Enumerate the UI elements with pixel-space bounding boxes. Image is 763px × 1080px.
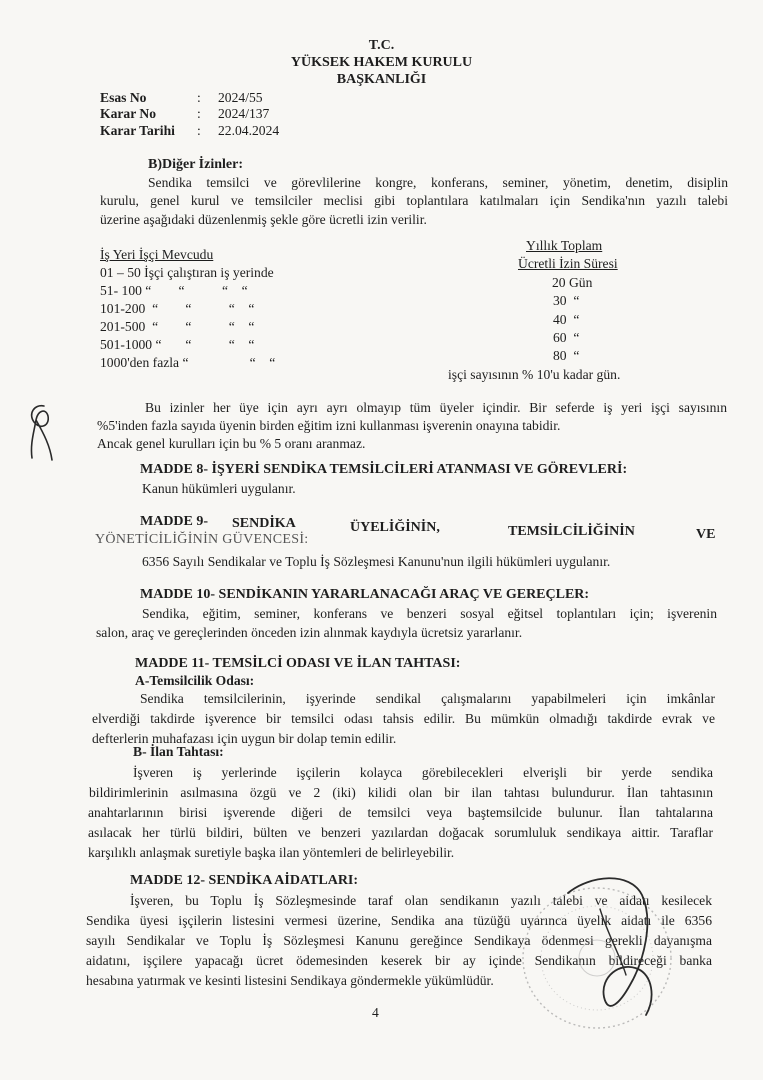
madde-11-a-line-3: defterlerin muhafazası için uygun bir dolap temin edilir. (92, 731, 397, 746)
madde-9-title-e: VE (696, 527, 716, 542)
leave-row-left: 51- 100 “ “ “ “ (100, 283, 248, 298)
leave-row-right: 60 “ (553, 330, 580, 345)
note-line-1: Bu izinler her üye için ayrı ayrı olmayıp tüm üyeler içindir. Bir seferde iş yeri işçi sayısının (145, 400, 727, 415)
madde-8-body: Kanun hükümleri uygulanır. (142, 481, 296, 496)
madde-12-line-2: Sendika üyesi işçilerin listesini vermesi üzerine, Sendika ana tüzüğü uyarınca üyelik aidatı ile 6356 (86, 913, 712, 928)
karar-label: Karar No (100, 106, 157, 121)
leave-row-left: 01 – 50 İşçi çalıştıran iş yerinde (100, 265, 274, 280)
leave-row-left: 1000'den fazla “ “ “ (100, 355, 276, 370)
header-court-name: YÜKSEK HAKEM KURULU (290, 55, 473, 70)
madde-12-line-3: sayılı Sendikalar ve Toplu İş Sözleşmesi Kanunu gereğince Sendikaya ödenmesi gerekli dayanışma (86, 933, 712, 948)
leave-row-left: 201-500 “ “ “ “ (100, 319, 255, 334)
note-line-2: %5'inden fazla sayıda üyenin birden eğitim izni kullanması işverenin onayına tabidir. (97, 418, 561, 433)
leave-row-left: 101-200 “ “ “ “ (100, 301, 255, 316)
madde-10-line-2: salon, araç ve gereçlerinden önceden izin alınmak kaydıyla ücretsiz yararlanır. (96, 625, 523, 640)
madde-9-title-b: SENDİKA (232, 516, 296, 531)
madde-11-b-line-1: İşveren iş yerlerinde işçilerin kolayca görebilecekleri elverişli bir yerde sendika (133, 765, 713, 780)
madde-11-a-line-2: elverdiği takdirde işverence bir temsilci odası tahsis edilir. Bu mümkün olmadığı takdirde evrak ve (92, 711, 715, 726)
madde-8-title: MADDE 8- İŞYERİ SENDİKA TEMSİLCİLERİ ATANMASI VE GÖREVLERİ: (140, 462, 628, 477)
leave-row-right: 30 “ (553, 293, 580, 308)
madde-11-b-line-2: bildirimlerinin asılmasına özgü ve 2 (iki) kilidi olan bir ilan tahtası bulundurur. İlan tahtasının (89, 785, 713, 800)
karar-value: 2024/137 (218, 106, 270, 121)
leave-row-right: 80 “ (553, 348, 580, 363)
leave-row-right: 40 “ (553, 312, 580, 327)
section-b-line-2: kurulu, genel kurul ve temsilciler meclisi gibi toplantılara katılmaları için Sendika'nın yazılı talebi (100, 193, 728, 208)
madde-11-sub-a: A-Temsilcilik Odası: (135, 673, 255, 688)
section-b-line-1: Sendika temsilci ve görevlilerine kongre, konferans, seminer, yönetim, denetim, disiplin (148, 175, 728, 190)
madde-9-title-c: ÜYELİĞİNİN, (350, 520, 440, 535)
header-tc: T.C. (368, 38, 395, 53)
madde-11-b-line-3: anahtarlarının birisi işverende diğeri de temsilci veya baştemsilcide bulunur. İlan tahtalarına (88, 805, 713, 820)
handwritten-margin-mark (22, 400, 62, 466)
page-number: 4 (372, 1005, 379, 1020)
section-b-title: B)Diğer İzinler: (148, 157, 243, 172)
madde-12-line-1: İşveren, bu Toplu İş Sözleşmesinde taraf olan sendikanın yazılı talebi ve aidatı kesilecek (130, 893, 712, 908)
note-line-3: Ancak genel kurulları için bu % 5 oranı aranmaz. (97, 436, 366, 451)
esas-colon: : (197, 90, 201, 105)
madde-9-title-d: TEMSİLCİLİĞİNİN (508, 524, 635, 539)
madde-12-line-5: hesabına yatırmak ve kesinti listesini Sendikaya göndermekle yükümlüdür. (86, 973, 494, 988)
madde-10-title: MADDE 10- SENDİKANIN YARARLANACAĞI ARAÇ VE GEREÇLER: (140, 587, 590, 602)
madde-11-a-line-1: Sendika temsilcilerinin, işyerinde sendikal çalışmalarını yapabilmeleri için imkânlar (140, 691, 715, 706)
tarih-value: 22.04.2024 (218, 123, 280, 138)
section-b-line-3: üzerine aşağıdaki düzenlenmiş şekle göre ücretli izin verilir. (100, 212, 427, 227)
leave-row-left: 501-1000 “ “ “ “ (100, 337, 255, 352)
madde-12-line-4: aidatını, işçilere yapacağı ücret ödemesinden keserek bir ay içinde Sendikanın bildireceği banka (86, 953, 712, 968)
header-presidency: BAŞKANLIĞI (336, 72, 427, 87)
madde-12-title: MADDE 12- SENDİKA AİDATLARI: (130, 873, 359, 888)
leave-row-right: 20 Gün (552, 275, 593, 290)
leave-table-left-header: İş Yeri İşçi Mevcudu (100, 247, 214, 262)
leave-row-right: işçi sayısının % 10'u kadar gün. (448, 367, 621, 382)
madde-10-line-1: Sendika, eğitim, seminer, konferans ve benzeri sosyal eğitsel toplantıları için; işverenin (142, 606, 717, 621)
madde-11-b-line-5: karşılıklı anlaşmak suretiyle başka ilan yöntemleri de belirleyebilir. (88, 845, 455, 860)
signature-scribble (560, 865, 680, 1025)
esas-value: 2024/55 (218, 90, 263, 105)
tarih-colon: : (197, 123, 201, 138)
madde-9-body: 6356 Sayılı Sendikalar ve Toplu İş Sözleşmesi Kanunu'nun ilgili hükümleri uygulanır. (142, 554, 611, 569)
madde-11-b-line-4: asılacak her türlü bildiri, bülten ve benzeri yazılardan doğacak sorumluluk sendikaya aittir. Taraflar (88, 825, 713, 840)
madde-11-sub-b: B- İlan Tahtası: (133, 744, 224, 759)
tarih-label: Karar Tarihi (100, 123, 175, 138)
karar-colon: : (197, 106, 201, 121)
leave-table-right-header-2: Ücretli İzin Süresi (518, 256, 618, 271)
madde-9-title-a: MADDE 9- (140, 514, 209, 529)
madde-9-title-line-2: YÖNETİCİLİĞİNİN GÜVENCESİ: (95, 532, 309, 547)
leave-table-right-header-1: Yıllık Toplam (526, 238, 603, 253)
esas-label: Esas No (100, 90, 147, 105)
madde-11-title: MADDE 11- TEMSİLCİ ODASI VE İLAN TAHTASI: (135, 656, 461, 671)
